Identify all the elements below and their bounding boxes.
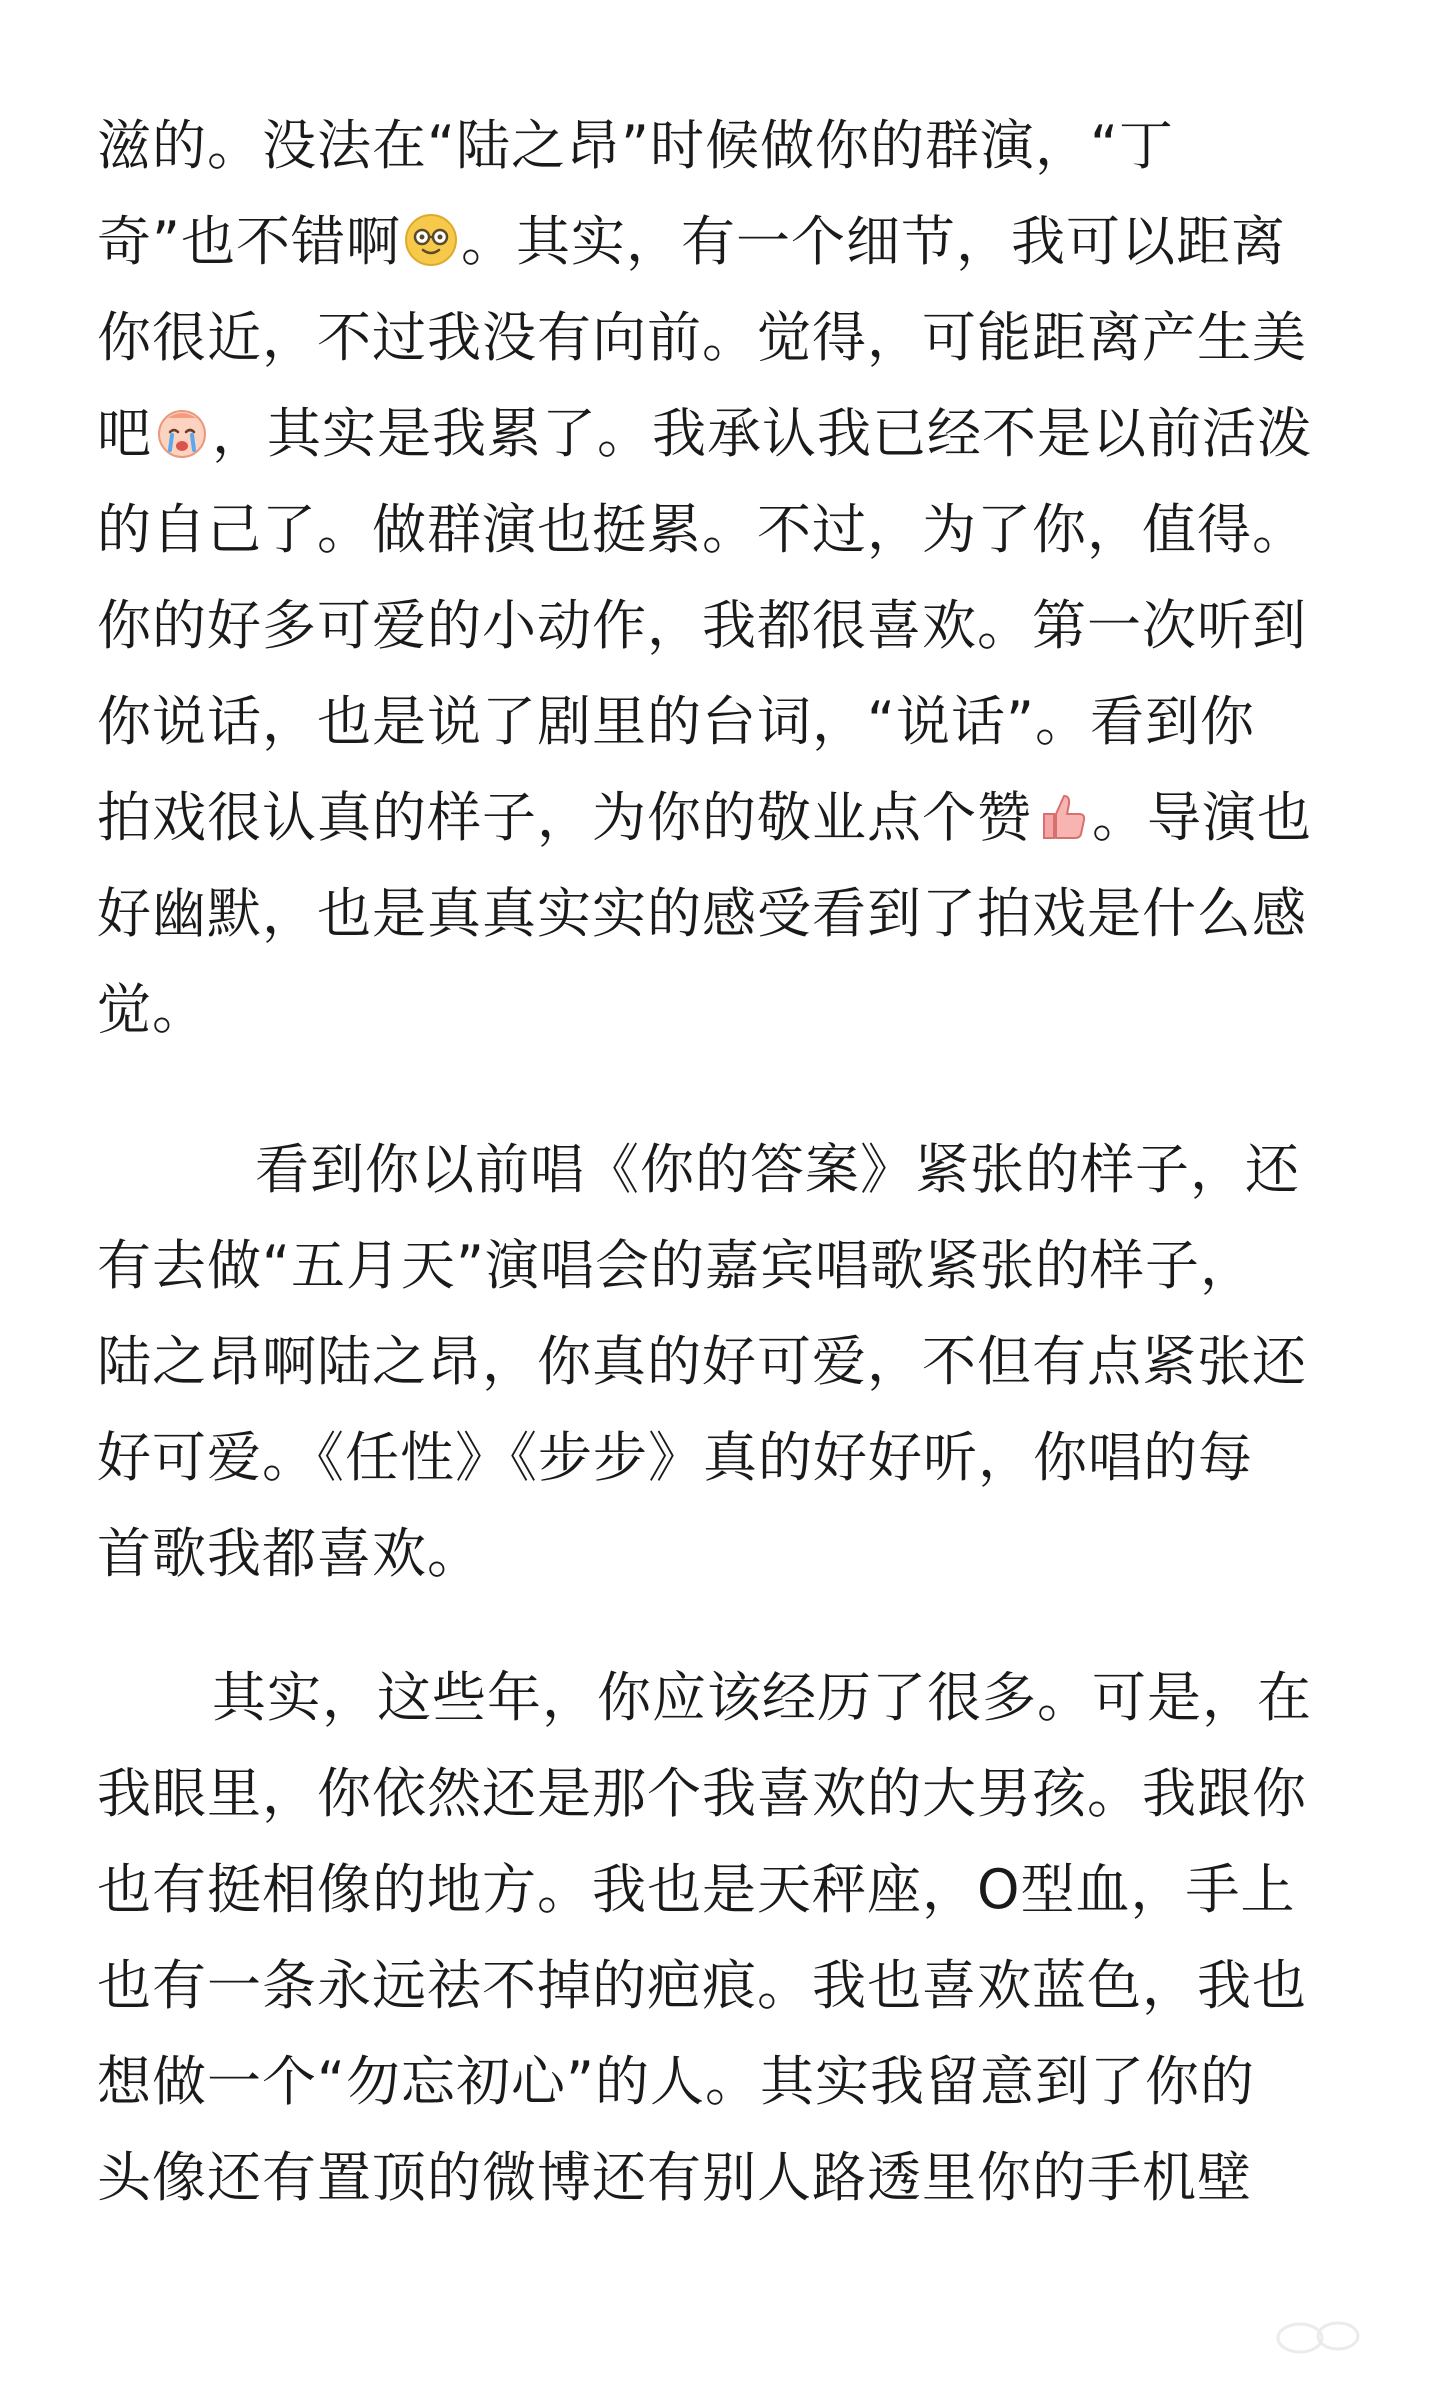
crying-baby-icon (154, 404, 210, 460)
paragraph-1 (97, 98, 1353, 1058)
text-line: 头像还有置顶的微博还有别人路透里你的手机壁 (97, 2146, 1252, 2209)
text-line: 滋的。没法在“陆之昂”时候做你的群演，“丁 (97, 114, 1174, 177)
text-line: 你的好多可爱的小动作，我都很喜欢。第一次听到 (97, 594, 1307, 657)
text-line: 有去做“五月天”演唱会的嘉宾唱歌紧张的样子， (97, 1234, 1255, 1297)
text-line: 好可爱。《任性》《步步》真的好好听，你唱的每 (97, 1426, 1253, 1489)
text-line: 陆之昂啊陆之昂，你真的好可爱，不但有点紧张还 (97, 1330, 1307, 1393)
paragraph-3 (97, 1650, 1353, 2226)
thumbs-up-icon (1034, 788, 1090, 844)
text-line: 也有挺相像的地方。我也是天秤座，O型血，手上 (97, 1858, 1296, 1921)
text-segment: 拍戏很认真的样子，为你的敬业点个赞 (97, 786, 1032, 849)
text-segment: 。其实，有一个细节，我可以距离 (460, 210, 1286, 273)
paragraph-2 (97, 1122, 1353, 1602)
text-line: 我眼里，你依然还是那个我喜欢的大男孩。我跟你 (97, 1762, 1307, 1825)
text-line: 想做一个“勿忘初心”的人。其实我留意到了你的 (97, 2050, 1255, 2113)
text-line: 你说话，也是说了剧里的台词，“说话”。看到你 (97, 690, 1255, 753)
text-line: 觉。 (97, 978, 207, 1041)
nerd-face-icon (403, 212, 459, 268)
text-line: 你很近，不过我没有向前。觉得，可能距离产生美 (97, 306, 1307, 369)
watermark-logo-icon (1260, 2310, 1380, 2360)
text-segment: 吧 (97, 402, 152, 465)
text-segment: ，其实是我累了。我承认我已经不是以前活泼 (212, 402, 1312, 465)
text-line: 看到你以前唱《你的答案》紧张的样子，还 (255, 1138, 1300, 1201)
text-line (97, 194, 1353, 290)
text-segment: 。导演也 (1092, 786, 1312, 849)
text-segment: 奇”也不错啊 (97, 210, 401, 273)
text-line (97, 386, 1353, 482)
text-line: 也有一条永远祛不掉的疤痕。我也喜欢蓝色，我也 (97, 1954, 1307, 2017)
text-line: 其实，这些年，你应该经历了很多。可是，在 (212, 1666, 1312, 1729)
text-line (97, 770, 1353, 866)
text-line: 首歌我都喜欢。 (97, 1522, 482, 1585)
text-line: 好幽默，也是真真实实的感受看到了拍戏是什么感 (97, 882, 1307, 945)
text-line: 的自己了。做群演也挺累。不过，为了你，值得。 (97, 498, 1307, 561)
